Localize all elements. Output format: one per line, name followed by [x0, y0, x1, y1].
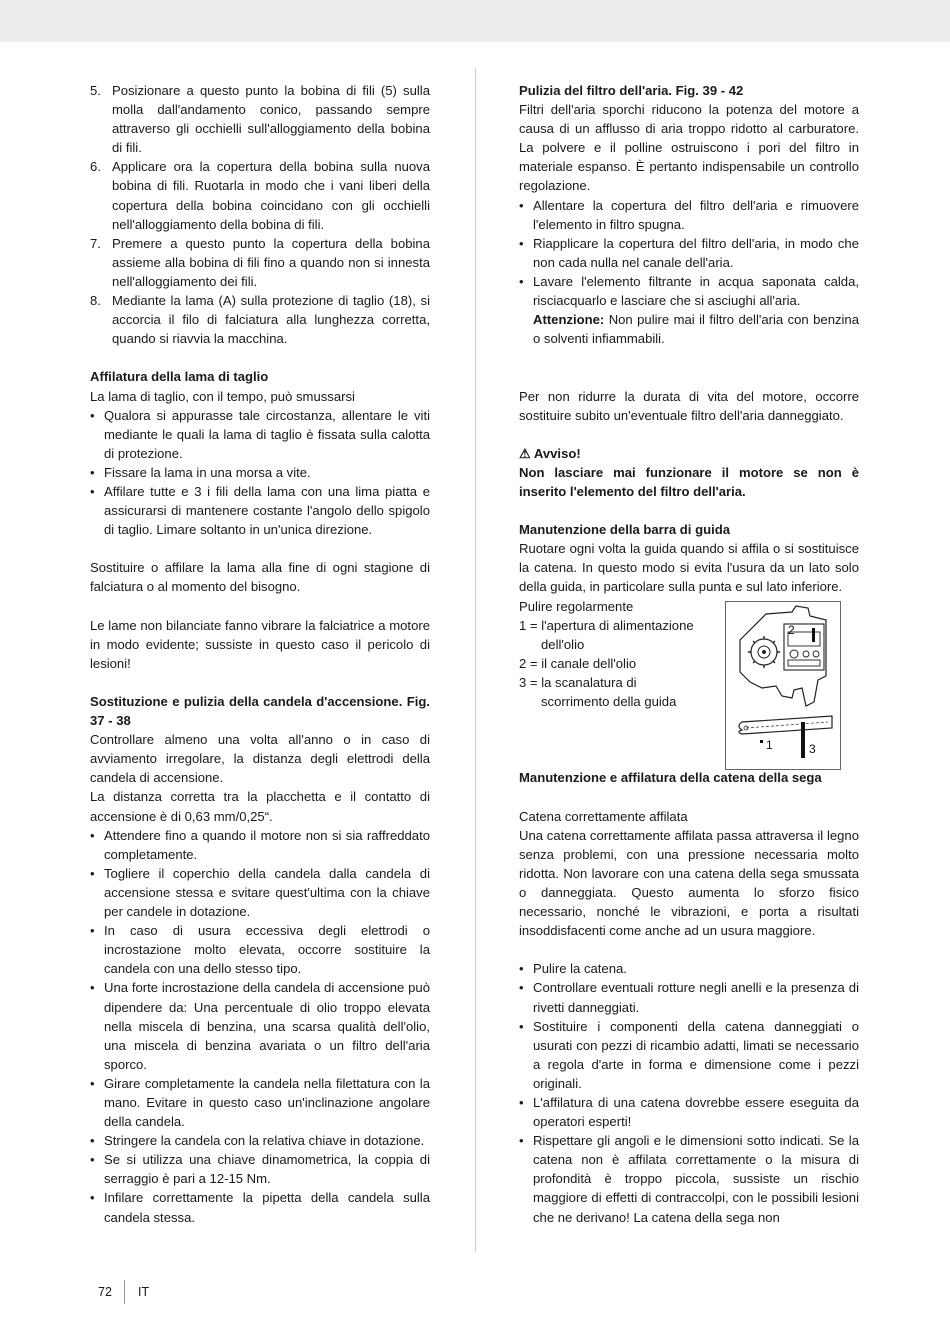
bar-legend-title: Pulire regolarmente — [519, 598, 634, 614]
spark-bullets — [90, 826, 430, 1227]
chain-heading: Manutenzione e affilatura della catena della sega — [519, 770, 822, 786]
bar-heading: Manutenzione della barra di guida — [519, 522, 730, 538]
guide-bar-illustration — [726, 602, 840, 769]
language-code: IT — [138, 1285, 150, 1299]
bullet-item: • Controllare eventuali rotture negli anelli e la presenza di rivetti danneggiati. — [519, 978, 859, 1016]
bullet-item: • Girare completamente la candela nella filettatura con la mano. Evitare in questo caso un'inclinazione angolare della candela. — [90, 1074, 430, 1131]
bullet-item: • In caso di usura eccessiva degli elettrodi o incrostazione molto elevata, occorre sostituire la candela con una dello stesso tipo. — [90, 921, 430, 978]
legend-text-cont: dell'olio — [541, 636, 585, 652]
spark-para-2: La distanza corretta tra la placchetta e il contatto di accensione è di 0,63 mm/0,25“. — [90, 789, 430, 824]
filter-heading: Pulizia del filtro dell'aria. Fig. 39 - 42 — [519, 83, 744, 98]
spark-para-1: Controllare almeno una volta all'anno o in caso di avviamento irregolare, la distanza degli elettrodi della candela di accensione. — [90, 732, 430, 786]
attention-label: Attenzione: — [533, 312, 605, 328]
sharpen-intro: La lama di taglio, con il tempo, può smussarsi — [90, 388, 355, 404]
sharpen-heading: Affilatura della lama di taglio — [90, 369, 269, 385]
warning-title: Avviso! — [530, 445, 581, 461]
warning-icon: ⚠ — [519, 445, 531, 461]
bullet-item: • Togliere il coperchio della candela dalla candela di accensione stessa e svitare quest'ultima con la chiave per candele in dotazione. — [90, 864, 430, 921]
step-number: 5. — [90, 83, 101, 98]
step-number: 8. — [90, 293, 101, 309]
spark-heading: Sostituzione e pulizia della candela d'accensione. Fig. 37 - 38 — [90, 694, 430, 729]
sharpen-para-1: Sostituire o affilare la lama alla fine di ogni stagione di falciatura o al momento del bisogno. — [90, 560, 430, 595]
bullet-item: • L'affilatura di una catena dovrebbe essere eseguita da operatori esperti! — [519, 1093, 859, 1131]
filter-intro: Filtri dell'aria sporchi riducono la potenza del motore a causa di un afflusso di aria troppo ridotto al carburatore. La polvere e il polline ostruiscono i pori del filtro in materiale espanso. È pertanto indispensabile un controllo regolazione. — [519, 102, 859, 194]
warning-title-line — [519, 444, 859, 463]
attention-text: Non pulire mai il filtro dell'aria con benzina o solventi infiammabili. — [533, 312, 859, 347]
guide-bar-figure — [725, 601, 841, 770]
step-item — [90, 157, 430, 233]
chain-bullets — [519, 959, 859, 1226]
step-item — [90, 81, 430, 157]
bar-para: Ruotare ogni volta la guida quando si affila o si sostituisce la catena. In questo modo si evita l'usura da un lato solo della guida, in particolare sulla punta e sul lato inferiore. — [519, 541, 859, 595]
bullet-item: • Infilare correttamente la pipetta della candela sulla candela stessa. — [90, 1188, 430, 1226]
page-number: 72 — [98, 1285, 112, 1299]
legend-text: 3 = la scanalatura di — [519, 674, 637, 690]
bullet-item: • Se si utilizza una chiave dinamometrica, la coppia di serraggio è pari a 12-15 Nm. — [90, 1150, 430, 1188]
warning-text: Non lasciare mai funzionare il motore se non è inserito l'elemento del filtro dell'aria. — [519, 464, 859, 499]
bullet-item: • Allentare la copertura del filtro dell'aria e rimuovere l'elemento in filtro spugna. — [519, 196, 859, 234]
step-item — [90, 291, 430, 348]
figure-label-1: 1 — [766, 738, 773, 752]
top-bar — [0, 0, 950, 42]
step-text: Mediante la lama (A) sulla protezione di taglio (18), si accorcia il filo di falciatura alla lunghezza corretta, quando si riavvia la macchina. — [112, 293, 430, 347]
bullet-item: • Sostituire i componenti della catena danneggiati o usurati con pezzi di ricambio adatti, limati se necessario a regola d'arte in forma e dimensione come i pezzi originali. — [519, 1017, 859, 1093]
bullet-item: • Rispettare gli angoli e le dimensioni sotto indicati. Se la catena non è affilata correttamente o la misura di profondità è troppo piccola, sussiste un rischio maggiore di effetti di contraccolpi, con le possibili lesioni che ne derivano! La catena della sega non — [519, 1131, 859, 1226]
step-list — [90, 81, 430, 348]
legend-text: 2 = il canale dell'olio — [519, 655, 637, 671]
bullet-item: • Riapplicare la copertura del filtro dell'aria, in modo che non cada nulla nel canale dell'aria. — [519, 234, 859, 272]
legend-text: 1 = l'apertura di alimentazione — [519, 617, 694, 633]
bullet-item: • Attendere fino a quando il motore non si sia raffreddato completamente. — [90, 826, 430, 864]
bullet-item: • Una forte incrostazione della candela di accensione può dipendere da: Una percentuale di olio troppo elevata nella miscela di benzina, una scarsa qualità dell'olio, una miscela di benzina avariata o un filtro dell'aria sporco. — [90, 978, 430, 1073]
bullet-item: • Lavare l'elemento filtrante in acqua saponata calda, risciacquarlo e lasciare che si asciughi all'aria. — [519, 272, 859, 310]
bullet-item: • Qualora si appurasse tale circostanza, allentare le viti mediante le quali la lama di taglio è fissata sulla calotta di protezione. — [90, 406, 430, 463]
step-text: Posizionare a questo punto la bobina di fili (5) sulla molla dall'andamento conico, passando sempre attraverso gli occhielli sull'alloggiamento della bobina di fili. — [112, 83, 430, 156]
step-item — [90, 234, 430, 291]
sharpen-bullets — [90, 406, 430, 540]
figure-label-2: 2 — [788, 623, 795, 637]
step-number: 6. — [90, 159, 101, 175]
step-text: Applicare ora la copertura della bobina sulla nuova bobina di fili. Ruotarla in modo che i vani liberi della copertura della bobina coincidano con gli occhielli nell'alloggiamento della bobina di fili. — [112, 159, 430, 232]
left-column — [90, 81, 430, 1227]
bullet-item: • Fissare la lama in una morsa a vite. — [90, 463, 430, 482]
filter-para: Per non ridurre la durata di vita del motore, occorre sostituire subito un'eventuale filtro dell'aria danneggiato. — [519, 388, 859, 423]
attention-note — [519, 310, 859, 348]
legend-text-cont: scorrimento della guida — [541, 694, 677, 709]
step-number: 7. — [90, 235, 101, 251]
sharpen-para-2: Le lame non bilanciate fanno vibrare la falciatrice a motore in modo evidente; sussiste in questo caso il pericolo di lesioni! — [90, 617, 430, 671]
bullet-item: • Affilare tutte e 3 i fili della lama con una lima piatta e assicurarsi di mantenere costante l'angolo dello spigolo di taglio. Limare soltanto in un'unica direzione. — [90, 482, 430, 539]
bullet-item: • Pulire la catena. — [519, 959, 859, 978]
filter-bullets — [519, 196, 859, 311]
footer-separator — [124, 1280, 125, 1304]
chain-para: Una catena correttamente affilata passa attraversa il legno senza problemi, con una pressione necessaria molto ridotta. Non lavorare con una catena della sega smussata o danneggiata. Questo aumenta lo sforzo fisico necessario, nonché le vibrazioni, e porta a risultati insoddisfacenti come anche ad un usura maggiore. — [519, 827, 859, 939]
chain-subhead: Catena correttamente affilata — [519, 808, 688, 824]
figure-label-3: 3 — [809, 742, 816, 756]
column-divider — [475, 68, 476, 1252]
step-text: Premere a questo punto la copertura della bobina assieme alla bobina di fili fino a quando non si innesta nell'alloggiamento dei fili. — [112, 235, 430, 289]
bullet-item: • Stringere la candela con la relativa chiave in dotazione. — [90, 1131, 430, 1150]
